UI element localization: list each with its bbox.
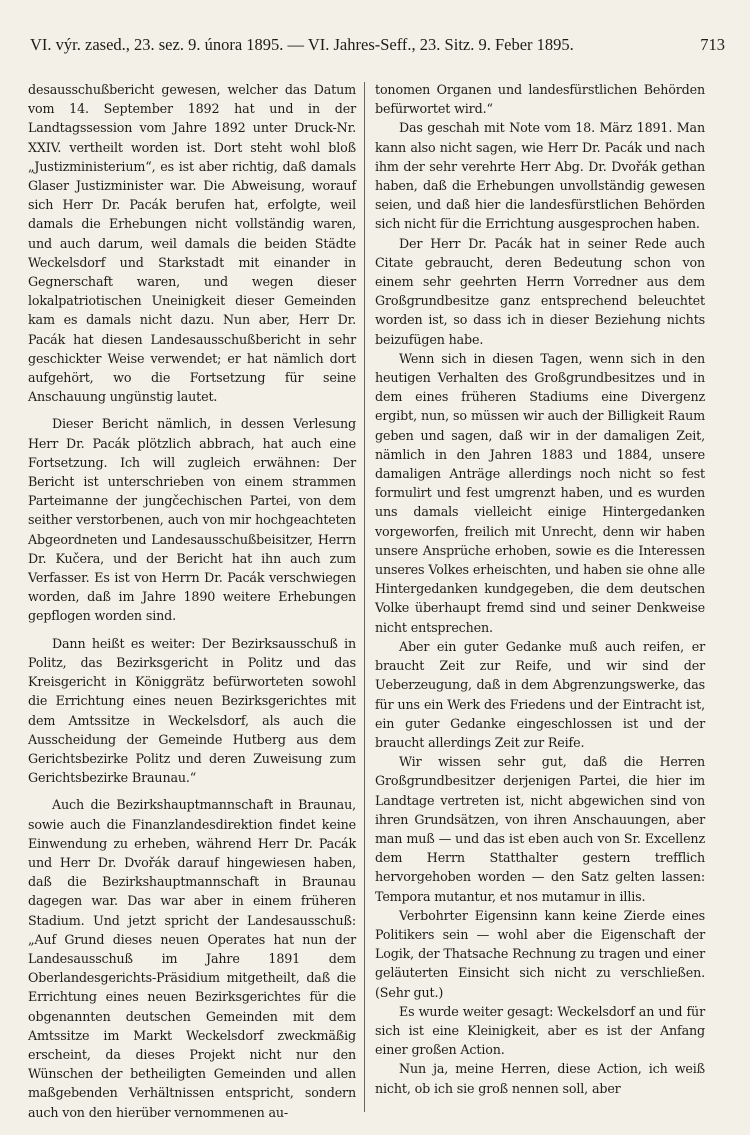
- paragraph: Der Herr Dr. Pacák hat in seiner Rede auch Citate gebraucht, deren Bedeutung schon von einem sehr geehrten Herrn Vorredner aus dem Großgrundbesitze ganz entsprechend beleuchtet worden ist, so dass ich in dieser Beziehung nichts beizufügen habe.: [375, 235, 705, 347]
- running-head: VI. výr. zased., 23. sez. 9. února 1895. — VI. Jahres-Seff., 23. Sitz. 9. Feber 1895.: [30, 35, 574, 54]
- paragraph: Wenn sich in diesen Tagen, wenn sich in den heutigen Verhalten des Großgrundbesitzes und in dem eines früheren Stadiums eine Divergenz ergibt, nun, so müssen wir auch der Billigkeit Raum geben und sagen, daß wir in der damaligen Zeit, nämlich in den Jahren 1883 und 1884, unsere damaligen Anträge allerdings noch nicht so fest formulirt und fest umgrenzt haben, und es wurden uns damals vielleicht einige Hintergedanken vorgeworfen, freilich mit Unrecht, denn wir haben unsere Ansprüche erhoben, sowie es die Interessen unseres Volkes erheischten, und haben sie ohne alle Hintergedanken kundgegeben, die dem deutschen Volke überhaupt fremd sind und seiner Denkweise nicht entsprechen.: [375, 350, 705, 635]
- paragraph: Es wurde weiter gesagt: Weckelsdorf an und für sich ist eine Kleinigkeit, aber es ist der Anfang einer großen Action.: [375, 1003, 705, 1058]
- left-column: [28, 80, 356, 1122]
- paragraph: Aber ein guter Gedanke muß auch reifen, er braucht Zeit zur Reife, und wir sind der Ueberzeugung, daß in dem Abgrenzungswerke, das für uns ein Werk des Friedens und der Eintracht ist, ein guter Gedanke eingeschlossen ist und der braucht allerdings Zeit zur Reife.: [375, 638, 705, 750]
- paragraph: Das geschah mit Note vom 18. März 1891. Man kann also nicht sagen, wie Herr Dr. Pacák und nach ihm der sehr verehrte Herr Abg. Dr. Dvořák gethan haben, daß die Erhebungen unvollständig gewesen seien, und daß hier die landesfürstlichen Behörden sich nicht für die Errichtung ausgesprochen haben.: [375, 120, 705, 232]
- paragraph: Verbohrter Eigensinn kann keine Zierde eines Politikers sein — wohl aber die Eigenschaft der Logik, der Thatsache Rechnung zu tragen und einer geläuterten Einsicht sich nicht zu verschließen. (Sehr gut.): [375, 907, 705, 1000]
- right-column: [375, 80, 705, 1098]
- paragraph: Dann heißt es weiter: Der Bezirksausschuß in Politz, das Bezirksgericht in Politz und das Kreisgericht in Königgrätz befürworteten sowohl die Errichtung eines neuen Bezirksgerichtes mit dem Amtssitze in Weckelsdorf, als auch die Ausscheidung der Gemeinde Hutberg aus dem Gerichtsbezirke Politz und deren Zuweisung zum Gerichtsbezirke Braunau.“: [28, 635, 356, 786]
- paragraph: Dieser Bericht nämlich, in dessen Verlesung Herr Dr. Pacák plötzlich abbrach, hat auch eine Fortsetzung. Ich will zugleich erwähnen: Der Bericht ist unterschrieben von einem strammen Parteimanne der jungčechischen Partei, von dem seither verstorbenen, auch von mir hochgeachteten Abgeordneten und Landesausschußbeisitzer, Herrn Dr. Kučera, und der Bericht hat ihn auch zum Verfasser. Es ist von Herrn Dr. Pacák verschwiegen worden, daß im Jahre 1890 weitere Erhebungen gepflogen worden sind.: [28, 416, 356, 624]
- paragraph: tonomen Organen und landesfürstlichen Behörden befürwortet wird.“: [375, 82, 705, 117]
- page-number: 713: [700, 35, 725, 54]
- paragraph: Nun ja, meine Herren, diese Action, ich weiß nicht, ob ich sie groß nennen soll, aber: [375, 1061, 705, 1096]
- paragraph: desausschußbericht gewesen, welcher das Datum vom 14. September 1892 hat und in der Landtagssession vom Jahre 1892 unter Druck-Nr. XXIV. vertheilt worden ist. Dort steht wohl bloß „Justizministerium“, es ist aber richtig, daß damals Glaser Justizminister war. Die Abweisung, worauf sich Herr Dr. Pacák berufen hat, erfolgte, weil damals die Erhebungen nicht vollständig waren, und auch darum, weil damals die beiden Städte Weckelsdorf und Starkstadt mit einander in Gegnerschaft waren, und wegen dieser lokalpatriotischen Uneinigkeit dieser Gemeinden kam es damals nicht dazu. Nun aber, Herr Dr. Pacák hat diesen Landesausschußbericht in sehr geschickter Weise verwendet; er hat nämlich dort aufgehört, wo die Fortsetzung für seine Anschauung ungünstig lautet.: [28, 82, 356, 405]
- column-divider: [364, 82, 365, 1112]
- page-header: [30, 28, 725, 62]
- paragraph: Wir wissen sehr gut, daß die Herren Großgrundbesitzer derjenigen Partei, die hier im Landtage vertreten ist, nicht abgewichen sind von ihren Grundsätzen, von ihren Anschauungen, aber man muß — und das ist eben auch von Sr. Excellenz dem Herrn Statthalter gestern trefflich hervorgehoben worden — den Satz gelten lassen: Tempora mutantur, et nos mutamur in illis.: [375, 754, 705, 904]
- paragraph: Auch die Bezirkshauptmannschaft in Braunau, sowie auch die Finanzlandesdirektion findet keine Einwendung zu erheben, während Herr Dr. Pacák und Herr Dr. Dvořák darauf hingewiesen haben, daß die Bezirkshauptmannschaft in Braunau dagegen war. Das war aber in einem früheren Stadium. Und jetzt spricht der Landesausschuß: „Auf Grund dieses neuen Operates hat nun der Landesausschuß im Jahre 1891 dem Oberlandesgerichts-Präsidium mitgetheilt, daß die Errichtung eines neuen Bezirksgerichtes für die obgenannten deutschen Gemeinden mit dem Amtssitze im Markt Weckelsdorf zweckmäßig erscheint, da dieses Projekt nicht nur den Wünschen der betheiligten Gemeinden und allen maßgebenden Verhältnissen entspricht, sondern auch von den hierüber vernommenen au-: [28, 797, 356, 1120]
